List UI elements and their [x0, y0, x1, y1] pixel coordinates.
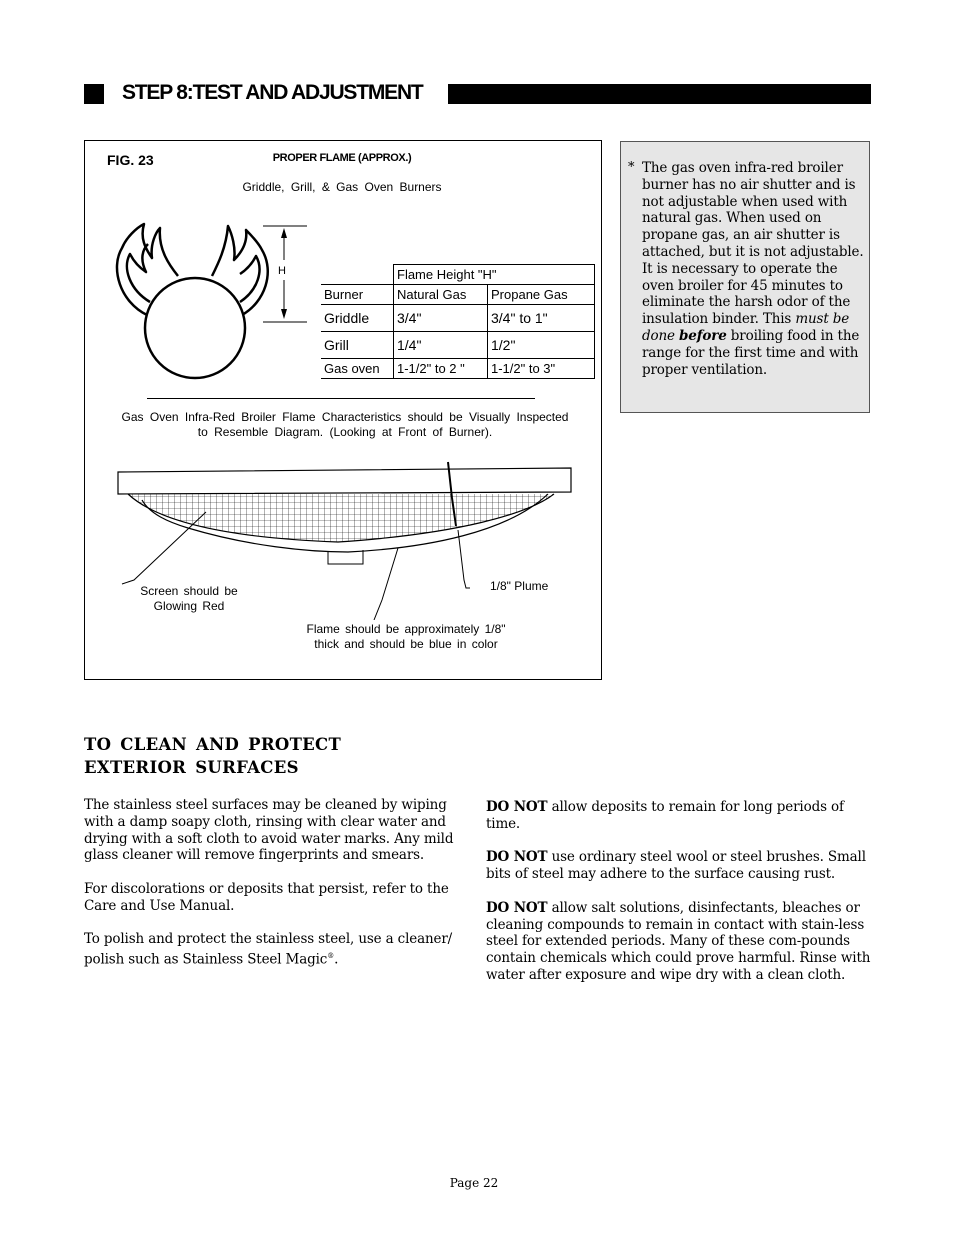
note-text-bold-italic: before	[679, 327, 727, 344]
table-cell: 1-1/2" to 2 "	[394, 359, 488, 379]
screen-label-line: Screen should be	[140, 584, 238, 598]
do-not-label: DO NOT	[486, 849, 548, 866]
figure-divider	[147, 398, 535, 399]
table-cell: 1-1/2" to 3"	[488, 359, 595, 379]
table-header-row	[321, 285, 595, 305]
figure-note-line: Gas Oven Infra-Red Broiler Flame Characteristics should be Visually Inspected	[121, 410, 569, 424]
paragraph	[84, 931, 468, 968]
column-header: Natural Gas	[394, 285, 488, 305]
flame-thickness-label	[290, 622, 522, 652]
table-cell: Gas oven	[321, 359, 394, 379]
section-heading-line: EXTERIOR SURFACES	[84, 758, 299, 777]
height-dimension-label: H	[278, 265, 286, 277]
page-number: Page 22	[449, 1176, 499, 1190]
flame-label-line: thick and should be blue in color	[314, 637, 498, 651]
table-cell: 1/2"	[488, 332, 595, 359]
table-cell: 1/4"	[394, 332, 488, 359]
paragraph-end: .	[334, 951, 339, 968]
burner-flame-illustration	[100, 210, 340, 390]
table-row	[321, 265, 595, 285]
table-group-header: Flame Height "H"	[394, 265, 595, 285]
table-row	[321, 359, 595, 379]
paragraph	[486, 849, 872, 883]
paragraph: The stainless steel surfaces may be cleaned by wiping with a damp soapy cloth, rinsing with clear water and drying with a soft cloth to avoid water marks. Any mild glass cleaner will remove fingerprints and smears.	[84, 797, 454, 864]
table-row	[321, 332, 595, 359]
table-cell: 3/4"	[394, 305, 488, 332]
paragraph-text: allow salt solutions, disinfectants, bleaches or cleaning compounds to remain in contact with stain-less steel for extended periods. Many of these com-pounds contain chemicals which could prove harmful. Rinse with water after exposure and wipe dry with a clean cloth.	[486, 899, 871, 983]
paragraph-text: allow deposits to remain for long periods of time.	[486, 799, 844, 832]
table-cell: 3/4" to 1"	[488, 305, 595, 332]
paragraph-text: To polish and protect the stainless steel, use a cleaner/ polish such as Stainless Steel Magic	[84, 931, 453, 968]
header-rule-bar	[448, 84, 871, 104]
table-cell: Grill	[321, 332, 394, 359]
right-column	[486, 799, 872, 984]
table-cell: Griddle	[321, 305, 394, 332]
column-header: Propane Gas	[488, 285, 595, 305]
paragraph	[486, 900, 872, 984]
paragraph-text: use ordinary steel wool or steel brushes. Small bits of steel may adhere to the surface causing rust.	[486, 849, 866, 883]
side-note-text	[642, 160, 864, 378]
paragraph: For discolorations or deposits that persist, refer to the Care and Use Manual.	[84, 880, 449, 914]
section-heading	[84, 733, 464, 779]
section-heading-line: TO CLEAN AND PROTECT	[84, 735, 342, 754]
note-text-part: broiling food in the range for the first time and with proper ventilation.	[642, 327, 860, 378]
do-not-label: DO NOT	[486, 799, 548, 815]
note-text-italic: must be done	[642, 311, 850, 344]
table-cell	[321, 265, 394, 285]
flame-label-line: Flame should be approximately 1/8"	[306, 622, 506, 636]
figure-note-line: to Resemble Diagram. (Looking at Front of Burner).	[197, 425, 493, 439]
note-text-part: The gas oven infra-red broiler burner has no air shutter and is not adjustable when used with natural gas. When used on propane gas, an air shutter is attached, but it is not adjustable. It is necessary to operate the oven broiler for 45 minutes to eliminate the harsh odor of the insulation binder. This	[642, 160, 864, 328]
plume-label: 1/8" Plume	[490, 579, 549, 593]
do-not-label: DO NOT	[486, 899, 548, 916]
flame-height-table	[321, 264, 595, 379]
table-row	[321, 305, 595, 332]
page-title: STEP 8:TEST AND ADJUSTMENT	[122, 81, 423, 104]
figure-title: PROPER FLAME (APPROX.)	[272, 152, 412, 164]
screen-label	[120, 584, 258, 614]
figure-subtitle: Griddle, Grill, & Gas Oven Burners	[242, 180, 442, 194]
figure-note	[104, 410, 586, 440]
header-square-mark	[84, 84, 104, 104]
left-column	[84, 797, 468, 968]
registered-mark: ®	[327, 952, 335, 961]
asterisk-mark: *	[628, 160, 635, 175]
paragraph	[486, 799, 872, 833]
figure-label: FIG. 23	[107, 152, 154, 168]
column-header: Burner	[321, 285, 394, 305]
screen-label-line: Glowing Red	[153, 599, 225, 613]
